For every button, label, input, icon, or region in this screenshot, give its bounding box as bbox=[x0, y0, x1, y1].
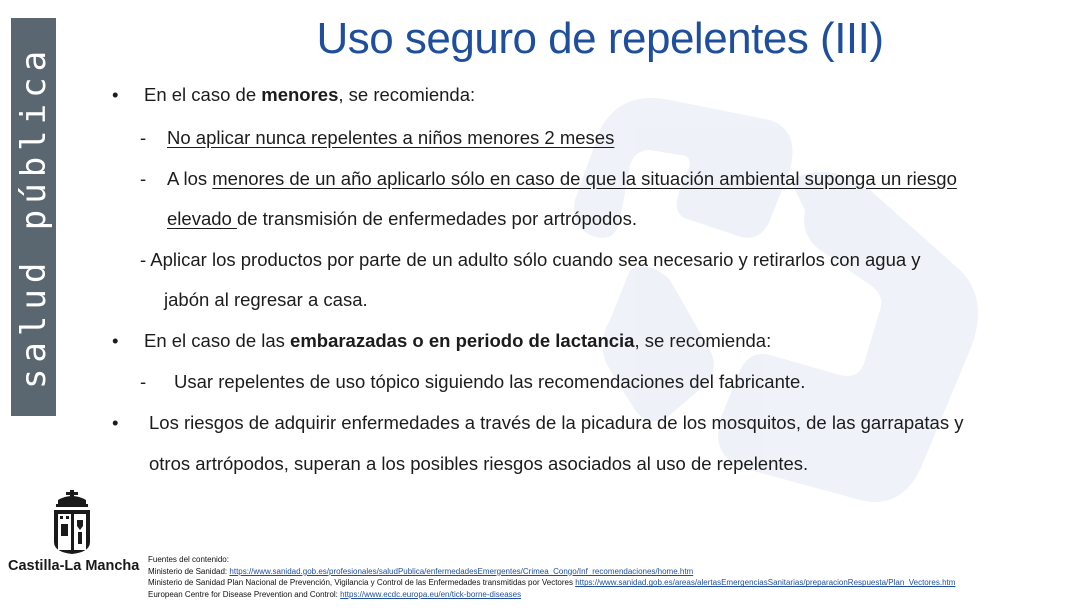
castilla-la-mancha-logo bbox=[8, 490, 140, 580]
dash-underlined-text: elevado bbox=[167, 208, 237, 229]
slide-title: Uso seguro de repelentes (III) bbox=[316, 14, 884, 63]
bullet-continuation: otros artrópodos, superan a los posibles riesgos asociados al uso de repelentes. bbox=[149, 453, 809, 474]
castle-crest-icon bbox=[8, 490, 136, 556]
dash-text: Usar repelentes de uso tópico siguiendo las recomendaciones del fabricante. bbox=[174, 371, 806, 392]
sidebar-text: salud pública bbox=[13, 44, 54, 390]
dash-item-adulto: - Aplicar los productos por parte de un adulto sólo cuando sea necesario y retirarlos con agua y bbox=[140, 249, 921, 270]
dash-text: A los bbox=[167, 168, 213, 189]
dash-text: de transmisión de enfermedades por artrópodos. bbox=[236, 208, 637, 229]
dash-item-continuation: jabón al regresar a casa. bbox=[164, 289, 368, 310]
source-line: Ministerio de Sanidad Plan Nacional de Prevención, Vigilancia y Control de las Enfermedades transmitidas por Vectores https://www.sanidad.gob.es/areas/alertasEmergenciasSanitarias/preparacionRespuesta/Plan_Vectores.htm bbox=[148, 578, 956, 588]
logo-caption: Castilla-La Mancha bbox=[8, 558, 140, 574]
bullet-marker: • bbox=[112, 84, 119, 105]
source-link[interactable]: https://www.ecdc.europa.eu/en/tick-borne-diseases bbox=[340, 590, 522, 600]
source-link[interactable]: https://www.sanidad.gob.es/areas/alertasEmergenciasSanitarias/preparacionRespuesta/Plan_Vectores.htm bbox=[575, 578, 956, 588]
dash-underlined-text: menores de un año aplicarlo sólo en caso de que la situación ambiental suponga un riesgo bbox=[212, 168, 957, 189]
dash-text: No aplicar nunca repelentes a niños menores 2 meses bbox=[167, 127, 615, 148]
dash-item-continuation bbox=[167, 208, 637, 230]
bullet-text: En el caso de las bbox=[144, 330, 291, 351]
dash-marker: - bbox=[140, 168, 147, 189]
bullet-marker: • bbox=[112, 330, 119, 351]
dash-marker: - bbox=[140, 371, 147, 392]
bullet-bold: embarazadas o en periodo de lactancia bbox=[290, 330, 635, 351]
bullet-bold: menores bbox=[261, 84, 339, 105]
sources-heading: Fuentes del contenido: bbox=[148, 555, 229, 564]
source-link[interactable]: https://www.sanidad.gob.es/profesionales/saludPublica/enfermedadesEmergentes/Crimea_Congo/Inf_recomendaciones/home.htm bbox=[229, 566, 694, 576]
bullet-marker: • bbox=[112, 412, 119, 433]
bullet-text: En el caso de bbox=[144, 84, 262, 105]
sources-footer bbox=[148, 554, 955, 601]
source-line: European Centre for Disease Prevention and Control: https://www.ecdc.europa.eu/en/tick-borne-diseases bbox=[148, 590, 522, 600]
bullet-text: , se recomienda: bbox=[338, 84, 476, 105]
bullet-text: , se recomienda: bbox=[634, 330, 772, 351]
source-line: Ministerio de Sanidad: https://www.sanidad.gob.es/profesionales/saludPublica/enfermedadesEmergentes/Crimea_Congo/Inf_recomendaciones/home.htm bbox=[148, 566, 694, 576]
bullet-text: Los riesgos de adquirir enfermedades a través de la picadura de los mosquitos, de las garrapatas y bbox=[149, 412, 964, 433]
dash-marker: - bbox=[140, 127, 147, 148]
sidebar-banner bbox=[11, 18, 56, 416]
